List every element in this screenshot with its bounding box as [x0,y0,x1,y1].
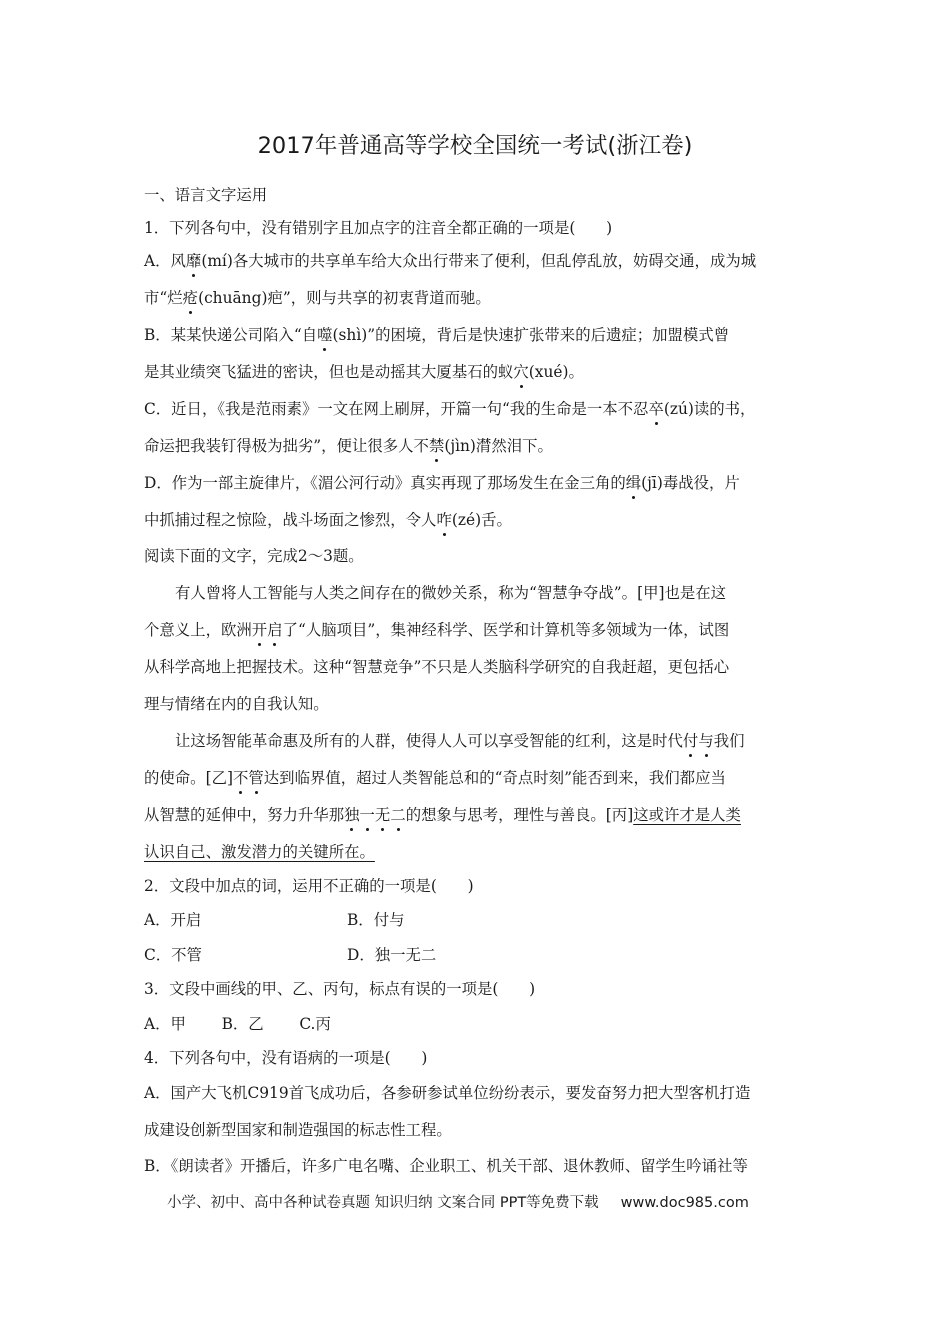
text: 市“烂 [144,289,183,307]
question-4-option-b-line-1: B．《朗读者》开播后，许多广电名嘴、企业职工、机关干部、退休教师、留学生吟诵社等 [144,1157,748,1175]
section-heading: 一、语言文字运用 [144,186,268,204]
option-a-line-1 [144,251,756,271]
dotted-char: 噬 [317,326,333,344]
passage-p1-line-3: 从科学高地上把握技术。这种“智慧竞争”不只是人类脑科学研究的自我赶超，更包括心 [144,658,730,676]
text: 是其业绩突飞猛进的密诀，但也是动摇其大厦基石的蚁 [144,363,514,381]
question-2-option-a: A．开启 [144,911,202,929]
dotted-word [683,732,714,750]
passage-p2-line-1 [175,731,745,751]
text: 让这场智能革命惠及所有的人群，使得人人可以享受智能的红利，这是时代 [175,732,683,750]
text: 个意义上，欧洲 [144,621,252,639]
question-2-option-b: B．付与 [347,911,405,929]
underlined-sentence: 这或许才是人类 [633,806,741,824]
text: 的想象与思考，理性与善良。[丙] [405,806,634,824]
dotted-char: 一 [359,806,375,824]
dotted-char: 管 [248,769,264,787]
text: B．某某快递公司陷入“自 [144,326,318,344]
dotted-char: 无 [374,806,391,824]
text: 达到临界值，超过人类智能总和的“奇点时刻”能否到来，我们都应当 [263,769,726,787]
reading-intro: 阅读下面的文字，完成2～3题。 [144,547,364,565]
dotted-char: 卒 [648,400,664,418]
dotted-word [252,621,283,639]
question-4-stem: 4．下列各句中，没有语病的一项是( ) [144,1049,428,1067]
text: C．近日，《我是范雨素》一文在网上刷屏，开篇一句“我的生命是一本不忍 [144,400,649,418]
dotted-char: 穴 [513,363,529,381]
option-b-line-2 [144,362,584,382]
dotted-char: 疮 [182,289,199,307]
text: 命运把我装钉得极为拙劣”，便让很多人不 [144,437,429,455]
dotted-char: 付 [682,732,699,750]
dotted-char: 与 [698,732,714,750]
text: (jìn)潸然泪下。 [444,437,553,455]
page-title: 2017年普通高等学校全国统一考试(浙江卷) [257,133,693,159]
dotted-word [233,769,264,787]
option-c-line-1 [144,399,755,419]
passage-p1-line-1: 有人曾将人工智能与人类之间存在的微妙关系，称为“智慧争夺战”。[甲]也是在这 [175,584,727,602]
text: 了“人脑项目”，集神经科学、医学和计算机等多领域为一体，试图 [282,621,730,639]
text: (shì)”的困境，背后是快速扩张带来的后遗症；加盟模式曾 [332,326,730,344]
passage-p1-line-2 [144,620,729,640]
dotted-char: 独 [344,806,360,824]
dotted-char: 靡 [185,252,202,270]
dotted-word [344,806,406,824]
text: 中抓捕过程之惊险，战斗场面之惨烈，令人 [144,511,437,529]
dotted-char: 咋 [436,511,452,529]
option-d-line-1 [144,473,740,493]
dotted-char: 不 [232,769,249,787]
passage-p2-line-3 [144,805,741,825]
dotted-char: 缉 [625,474,642,492]
dotted-char: 启 [267,621,283,639]
underlined-sentence: 认识自己、激发潜力的关键所在。 [144,843,375,861]
passage-p1-line-4: 理与情绪在内的自我认知。 [144,695,329,713]
question-3-options: A．甲 B．乙 C.丙 [144,1015,331,1033]
question-4-option-a-line-1: A．国产大飞机C919首飞成功后，各参研参试单位纷纷表示，要发奋努力把大型客机打造 [144,1084,751,1102]
option-d-line-2 [144,510,512,530]
question-2-option-d: D．独一无二 [347,946,437,964]
text: (chuāng)疤”，则与共享的初衷背道而驰。 [198,289,491,307]
text: (xué)。 [528,363,584,381]
text: (jī)毒战役，片 [641,474,740,492]
text: 的使命。[乙] [144,769,233,787]
text: (zé)舌。 [451,511,512,529]
option-b-line-1 [144,325,729,345]
question-2-option-c: C．不管 [144,946,202,964]
dotted-char: 禁 [428,437,445,455]
dotted-char: 开 [251,621,268,639]
option-c-line-2 [144,436,553,456]
passage-p2-line-4 [144,842,375,862]
footer-text: 小学、初中、高中各种试卷真题 知识归纳 文案合同 PPT等免费下载 [167,1195,599,1211]
text: D．作为一部主旋律片，《湄公河行动》真实再现了那场发生在金三角的 [144,474,626,492]
question-1-stem: 1．下列各句中，没有错别字且加点字的注音全都正确的一项是( ) [144,219,613,237]
text: 我们 [713,732,745,750]
text: 从智慧的延伸中，努力升华那 [144,806,345,824]
text: (zú)读的书， [663,400,756,418]
text: A．风 [144,252,186,270]
dotted-char: 二 [390,806,406,824]
page-footer [167,1191,749,1212]
question-3-stem: 3．文段中画线的甲、乙、丙句，标点有误的一项是( ) [144,980,536,998]
passage-p2-line-2 [144,768,726,788]
question-4-option-a-line-2: 成建设创新型国家和制造强国的标志性工程。 [144,1121,452,1139]
option-a-line-2 [144,288,491,308]
footer-link[interactable]: www.doc985.com [620,1195,749,1211]
text: (mí)各大城市的共享单车给大众出行带来了便利，但乱停乱放，妨碍交通，成为城 [201,252,757,270]
question-2-stem: 2．文段中加点的词，运用不正确的一项是( ) [144,877,474,895]
